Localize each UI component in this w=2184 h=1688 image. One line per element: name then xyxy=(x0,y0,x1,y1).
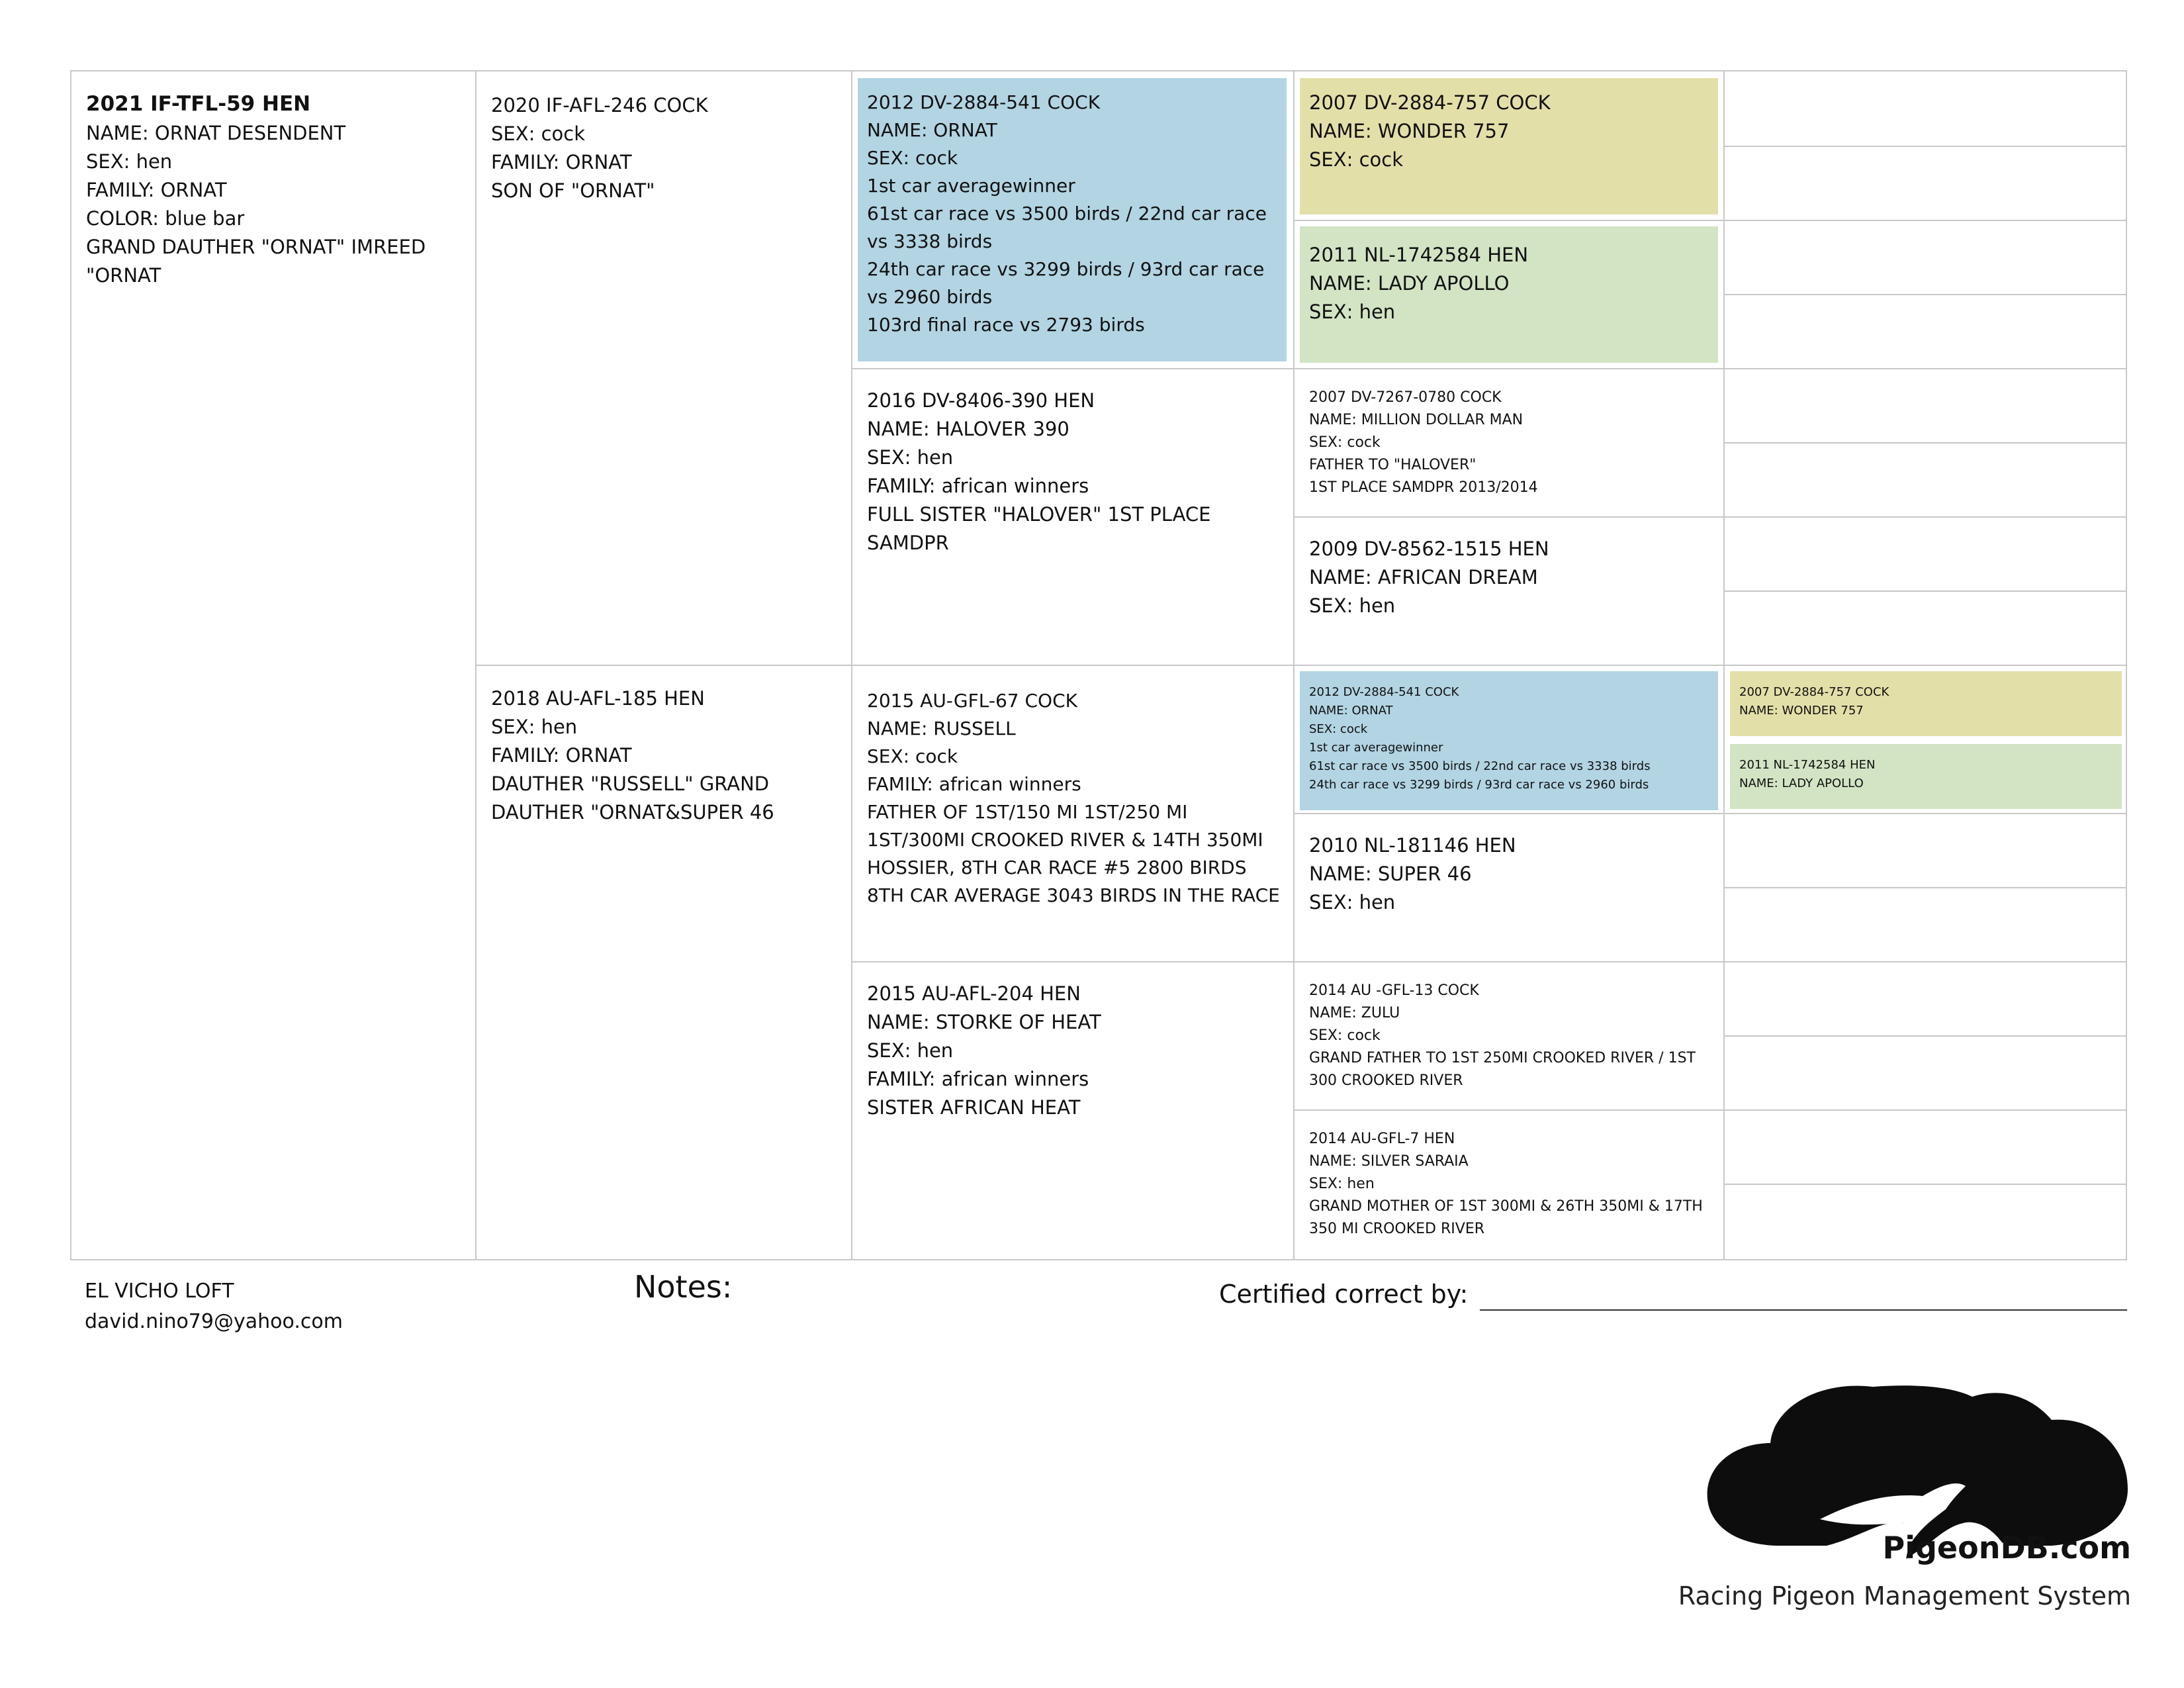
dam-dam-line: NAME: STORKE OF HEAT xyxy=(867,1011,1101,1033)
dss-line: 24th car race vs 3299 birds / 93rd car race vs 2960 birds xyxy=(1309,778,1649,792)
row-divider xyxy=(1723,887,2127,888)
row-divider xyxy=(1293,813,2127,814)
dam-ring: 2018 AU-AFL-185 HEN xyxy=(491,687,705,710)
row-divider xyxy=(1723,146,2127,147)
dam-dam-line: SISTER AFRICAN HEAT xyxy=(867,1096,1081,1119)
sss-ring: 2007 DV-2884-757 COCK xyxy=(1309,91,1551,114)
ddd-cell[interactable] xyxy=(1309,1128,1719,1258)
dds-line: SEX: cock xyxy=(1309,1027,1381,1044)
sire-sire-ring: 2012 DV-2884-541 COCK xyxy=(867,91,1101,113)
sds-line: 1ST PLACE SAMDPR 2013/2014 xyxy=(1309,479,1538,496)
dds-line: NAME: ZULU xyxy=(1309,1005,1400,1021)
subject-line: SEX: hen xyxy=(86,150,173,173)
brand-name[interactable]: PigeonDB.com xyxy=(1882,1530,2131,1566)
sdd-ring: 2009 DV-8562-1515 HEN xyxy=(1309,538,1549,560)
sire-dam-ring: 2016 DV-8406-390 HEN xyxy=(867,389,1095,412)
dsd-cell[interactable] xyxy=(1309,831,1719,957)
dam-dam-line: FAMILY: african winners xyxy=(867,1068,1089,1090)
sire-cell[interactable] xyxy=(491,91,842,654)
dss-line: SEX: cock xyxy=(1309,722,1368,736)
ddd-ring: 2014 AU-GFL-7 HEN xyxy=(1309,1131,1455,1147)
loft-name: EL VICHO LOFT xyxy=(85,1280,234,1303)
sdd-cell[interactable] xyxy=(1309,535,1719,661)
sds-line: NAME: MILLION DOLLAR MAN xyxy=(1309,412,1524,428)
ddd-line: GRAND MOTHER OF 1ST 300MI & 26TH 350MI & 17TH 350 MI CROOKED RIVER xyxy=(1309,1198,1707,1237)
dds-line: GRAND FATHER TO 1ST 250MI CROOKED RIVER / 1ST 300 CROOKED RIVER xyxy=(1309,1050,1700,1089)
dss-line: 1st car averagewinner xyxy=(1309,741,1443,755)
row-divider xyxy=(1293,1109,2127,1111)
pedigree-grid xyxy=(70,70,2127,1260)
dss-line: NAME: ORNAT xyxy=(1309,704,1393,718)
brand-tagline: Racing Pigeon Management System xyxy=(1678,1581,2131,1611)
dss-line: 61st car race vs 3500 birds / 22nd car race vs 3338 birds xyxy=(1309,759,1651,773)
dss-ring: 2012 DV-2884-541 COCK xyxy=(1309,685,1459,699)
sire-ring: 2020 IF-AFL-246 COCK xyxy=(491,94,708,117)
row-divider xyxy=(1723,1035,2127,1037)
dam-sire-line: NAME: RUSSELL xyxy=(867,718,1016,739)
ddd-line: SEX: hen xyxy=(1309,1176,1375,1192)
sds-ring: 2007 DV-7267-0780 COCK xyxy=(1309,389,1502,406)
dsss-ring: 2007 DV-2884-757 COCK xyxy=(1739,685,1889,699)
dds-ring: 2014 AU -GFL-13 COCK xyxy=(1309,982,1479,999)
sds-cell[interactable] xyxy=(1309,387,1719,512)
sire-dam-cell[interactable] xyxy=(867,387,1288,658)
dam-sire-line: SEX: cock xyxy=(867,745,958,767)
dsd-line: NAME: SUPER 46 xyxy=(1309,863,1472,885)
row-divider xyxy=(851,368,2127,369)
ssd-line: NAME: LADY APOLLO xyxy=(1309,272,1510,295)
dam-sire-cell[interactable] xyxy=(867,687,1288,959)
certified-label: Certified correct by: xyxy=(1219,1280,1469,1309)
subject-line: COLOR: blue bar xyxy=(86,207,245,230)
sire-sire-line: 1st car averagewinner xyxy=(867,175,1075,197)
sire-dam-line: SEX: hen xyxy=(867,446,954,469)
sss-cell[interactable] xyxy=(1300,78,1718,214)
ddd-line: NAME: SILVER SARAIA xyxy=(1309,1153,1469,1170)
row-divider xyxy=(1293,516,2127,518)
dam-line: FAMILY: ORNAT xyxy=(491,744,632,767)
ssd-cell[interactable] xyxy=(1300,226,1718,363)
dam-cell[interactable] xyxy=(491,684,842,1247)
sire-dam-line: FULL SISTER "HALOVER" 1ST PLACE SAMDPR xyxy=(867,503,1217,554)
sss-line: NAME: WONDER 757 xyxy=(1309,120,1510,142)
subject-line: NAME: ORNAT DESENDENT xyxy=(86,122,346,144)
signature-line[interactable] xyxy=(1480,1309,2127,1311)
row-divider xyxy=(1723,590,2127,592)
sss-line: SEX: cock xyxy=(1309,148,1404,171)
sdd-line: SEX: hen xyxy=(1309,594,1396,617)
sire-sire-line: 24th car race vs 3299 birds / 93rd car race vs 2960 birds xyxy=(867,258,1271,308)
row-divider xyxy=(1723,1184,2127,1185)
dam-line: SEX: hen xyxy=(491,716,578,738)
dam-sire-ring: 2015 AU-GFL-67 COCK xyxy=(867,690,1077,712)
subject-cell[interactable] xyxy=(86,89,470,658)
loft-email[interactable]: david.nino79@yahoo.com xyxy=(85,1310,343,1333)
sire-sire-line: 61st car race vs 3500 birds / 22nd car race vs 3338 birds xyxy=(867,203,1273,252)
dsss-line: NAME: WONDER 757 xyxy=(1739,704,1864,718)
dam-dam-ring: 2015 AU-AFL-204 HEN xyxy=(867,982,1081,1005)
sire-line: SON OF "ORNAT" xyxy=(491,179,655,202)
notes-label: Notes: xyxy=(634,1269,733,1305)
ssd-ring: 2011 NL-1742584 HEN xyxy=(1309,244,1529,266)
row-divider xyxy=(1723,442,2127,444)
sds-line: FATHER TO "HALOVER" xyxy=(1309,457,1477,473)
row-divider xyxy=(475,665,2127,666)
dam-sire-line: FAMILY: african winners xyxy=(867,773,1081,795)
dsd-line: SEX: hen xyxy=(1309,891,1396,914)
sire-sire-line: SEX: cock xyxy=(867,147,958,169)
dssd-ring: 2011 NL-1742584 HEN xyxy=(1739,758,1876,772)
row-divider xyxy=(1723,294,2127,295)
row-divider xyxy=(1293,220,2127,221)
dssd-cell[interactable] xyxy=(1730,744,2122,809)
subject-line: GRAND DAUTHER "ORNAT" IMREED "ORNAT xyxy=(86,236,432,287)
dss-cell[interactable] xyxy=(1300,671,1718,810)
subject-line: FAMILY: ORNAT xyxy=(86,179,227,201)
sire-sire-line: NAME: ORNAT xyxy=(867,119,997,141)
dam-line: DAUTHER "RUSSELL" GRAND DAUTHER "ORNAT&SUPER 46 xyxy=(491,773,776,823)
sire-line: SEX: cock xyxy=(491,122,586,145)
subject-ring: 2021 IF-TFL-59 HEN xyxy=(86,92,311,116)
sire-sire-cell[interactable] xyxy=(858,78,1287,361)
sire-dam-line: NAME: HALOVER 390 xyxy=(867,418,1069,440)
dsss-cell[interactable] xyxy=(1730,671,2122,736)
dssd-line: NAME: LADY APOLLO xyxy=(1739,776,1864,790)
row-divider xyxy=(851,961,2127,962)
dam-sire-line: FATHER OF 1ST/150 MI 1ST/250 MI 1ST/300MI CROOKED RIVER & 14TH 350MI HOSSIER, 8TH CAR RACE #5 2800 BIRDS 8TH CAR AVERAGE 3043 BIRDS IN THE RACE xyxy=(867,801,1280,906)
sire-sire-line: 103rd final race vs 2793 birds xyxy=(867,314,1145,336)
sds-line: SEX: cock xyxy=(1309,434,1381,451)
dds-cell[interactable] xyxy=(1309,980,1719,1105)
dsd-ring: 2010 NL-181146 HEN xyxy=(1309,834,1516,857)
dam-dam-line: SEX: hen xyxy=(867,1039,954,1062)
ssd-line: SEX: hen xyxy=(1309,301,1396,323)
sdd-line: NAME: AFRICAN DREAM xyxy=(1309,566,1538,588)
sire-dam-line: FAMILY: african winners xyxy=(867,475,1089,497)
dam-dam-cell[interactable] xyxy=(867,980,1288,1251)
sire-line: FAMILY: ORNAT xyxy=(491,151,632,173)
